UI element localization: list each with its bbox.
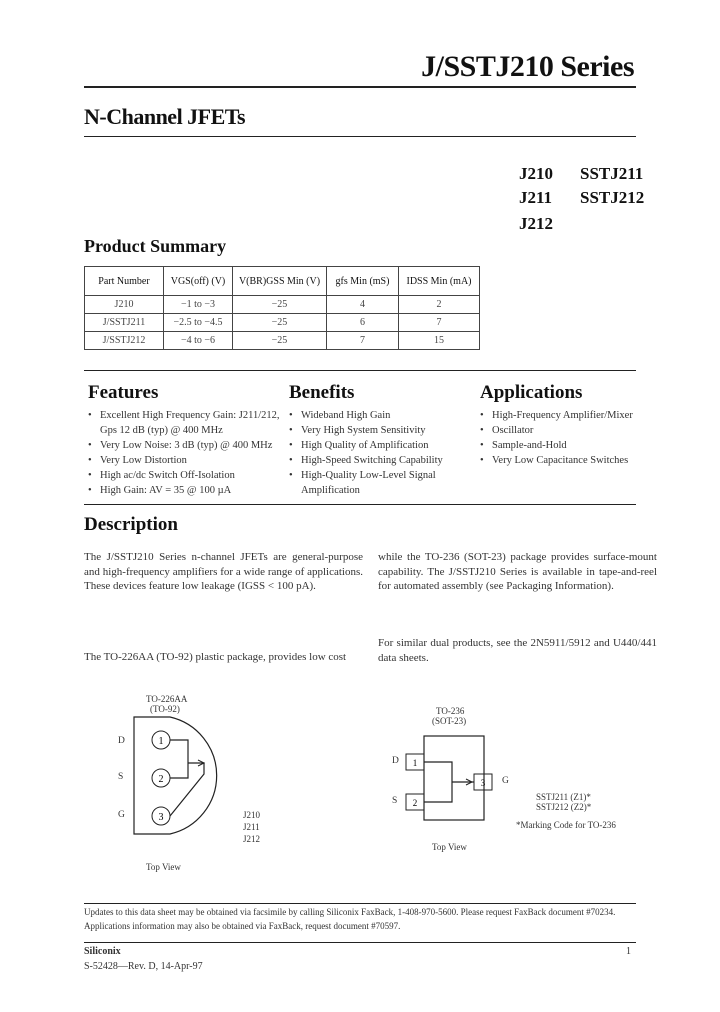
to92-outline (134, 717, 217, 834)
list-item: • Very Low Capacitance Switches (480, 453, 650, 468)
table-cell: 6 (327, 314, 399, 332)
to92-pin-number: 2 (158, 774, 164, 785)
sot23-pin-number: 2 (412, 798, 418, 808)
table-row (85, 296, 480, 314)
benefits-list (289, 408, 459, 498)
table-cell: −4 to −6 (164, 332, 233, 350)
sot23-body (424, 736, 484, 820)
list-item: • Oscillator (480, 423, 650, 438)
footer-rule (84, 942, 636, 943)
col-part-number: Part Number (85, 267, 164, 296)
sot23-view-label: Top View (432, 842, 467, 852)
features-list (88, 408, 280, 498)
to92-package-diagram (130, 712, 250, 842)
list-item: • High-Quality Low-Level Signal Amplification (289, 468, 459, 498)
to92-part-j212: J212 (243, 834, 261, 844)
table-cell: 4 (327, 296, 399, 314)
to92-package-label: TO-226AA (146, 694, 188, 704)
to92-jfet-symbol (170, 740, 204, 816)
footer-company: Siliconix (84, 946, 121, 957)
part-number-sstj211: SSTJ211 (580, 164, 644, 183)
footer-doc-rev: S-52428—Rev. D, 14-Apr-97 (84, 961, 203, 972)
table-row (85, 332, 480, 350)
header-rule (84, 86, 636, 88)
col-gfs: gfs Min (mS) (327, 267, 399, 296)
applications-heading: Applications (480, 382, 583, 403)
to92-pin-label-s: S (118, 772, 124, 782)
col-idss: IDSS Min (mA) (399, 267, 480, 296)
page-subtitle: N-Channel JFETs (84, 104, 246, 129)
table-cell: 2 (399, 296, 480, 314)
list-item: • Very High System Sensitivity (289, 423, 459, 438)
table-cell: −25 (233, 296, 327, 314)
to92-package-alt-label: (TO-92) (150, 704, 180, 714)
sot23-jfet-symbol (424, 762, 474, 802)
footnote-line-1: Updates to this data sheet may be obtained via facsimile by calling Siliconix FaxBack, 1-408-970-5600. Please request FaxBack document #70234. (84, 907, 616, 917)
product-summary-table (84, 266, 480, 350)
col-vgs-off: VGS(off) (V) (164, 267, 233, 296)
sot23-marking-sstj211: SSTJ211 (Z1)* (536, 792, 591, 802)
footnote-rule (84, 903, 636, 904)
description-left-p1: The J/SSTJ210 Series n-channel JFETs are general-purpose and high-frequency amplifiers for a wide range of applications. These devices feature low leakage (IGSS < 100 pA). (84, 551, 363, 592)
list-item: • Wideband High Gain (289, 408, 459, 423)
table-cell: 7 (327, 332, 399, 350)
table-cell: J210 (85, 296, 164, 314)
description-right-p1: while the TO-236 (SOT-23) package provides surface-mount capability. The J/SSTJ210 Series is available in tape-and-reel for automated assembly (see Packaging Information). (378, 551, 657, 592)
table-row (85, 314, 480, 332)
table-cell: 15 (399, 332, 480, 350)
table-cell: 7 (399, 314, 480, 332)
list-item: • Excellent High Frequency Gain: J211/212, Gps 12 dB (typ) @ 400 MHz (88, 408, 280, 438)
table-cell: −25 (233, 314, 327, 332)
applications-list (480, 408, 650, 468)
series-title: J/SSTJ210 Series (421, 50, 634, 83)
to92-pin-label-d: D (118, 736, 125, 746)
list-item: • Sample-and-Hold (480, 438, 650, 453)
col-vbr-gss: V(BR)GSS Min (V) (233, 267, 327, 296)
table-header-row (85, 267, 480, 296)
sot23-marking-sstj212: SSTJ212 (Z2)* (536, 802, 592, 812)
to92-pin-number: 1 (158, 736, 164, 747)
subtitle-rule (84, 136, 636, 137)
section-rule (84, 370, 636, 371)
description-left-p2: The TO-226AA (TO-92) plastic package, provides low cost (84, 651, 347, 663)
product-summary-heading: Product Summary (84, 236, 227, 256)
table-cell: −25 (233, 332, 327, 350)
to92-part-j211: J211 (243, 822, 260, 832)
benefits-heading: Benefits (289, 382, 355, 403)
description-heading: Description (84, 514, 178, 535)
list-item: • High Gain: AV = 35 @ 100 µA (88, 483, 280, 498)
list-item: • High ac/dc Switch Off-Isolation (88, 468, 280, 483)
part-number-j211: J211 (519, 188, 553, 207)
list-item: • High-Frequency Amplifier/Mixer (480, 408, 650, 423)
footnote-line-2: Applications information may also be obtained via FaxBack, request document #70597. (84, 921, 401, 931)
footer-page-number: 1 (626, 946, 631, 957)
sot23-package-alt-label: (SOT-23) (432, 716, 467, 726)
table-cell: −1 to −3 (164, 296, 233, 314)
list-item: • High Quality of Amplification (289, 438, 459, 453)
sot23-marking-note: *Marking Code for TO-236 (516, 820, 616, 830)
list-item: • Very Low Distortion (88, 453, 280, 468)
list-item: • Very Low Noise: 3 dB (typ) @ 400 MHz (88, 438, 280, 453)
table-cell: −2.5 to −4.5 (164, 314, 233, 332)
sot23-pin-label-s: S (392, 796, 398, 806)
to92-part-j210: J210 (243, 810, 261, 820)
features-heading: Features (88, 382, 159, 403)
sot23-package-label: TO-236 (436, 706, 465, 716)
sot23-package-diagram (404, 730, 504, 830)
part-number-j210: J210 (519, 164, 553, 183)
sot23-pin-label-g: G (502, 776, 509, 786)
table-cell: J/SSTJ212 (85, 332, 164, 350)
sot23-pin-label-d: D (392, 756, 399, 766)
part-number-sstj212: SSTJ212 (580, 188, 645, 207)
sot23-pin-number: 3 (480, 778, 486, 788)
description-right-p2: For similar dual products, see the 2N5911/5912 and U440/441 data sheets. (378, 637, 657, 664)
to92-pin-number: 3 (158, 812, 164, 823)
to92-view-label: Top View (146, 862, 181, 872)
sot23-pin-number: 1 (412, 758, 418, 768)
part-number-j212: J212 (519, 214, 553, 233)
section-rule (84, 504, 636, 505)
table-cell: J/SSTJ211 (85, 314, 164, 332)
list-item: • High-Speed Switching Capability (289, 453, 459, 468)
to92-pin-label-g: G (118, 810, 125, 820)
